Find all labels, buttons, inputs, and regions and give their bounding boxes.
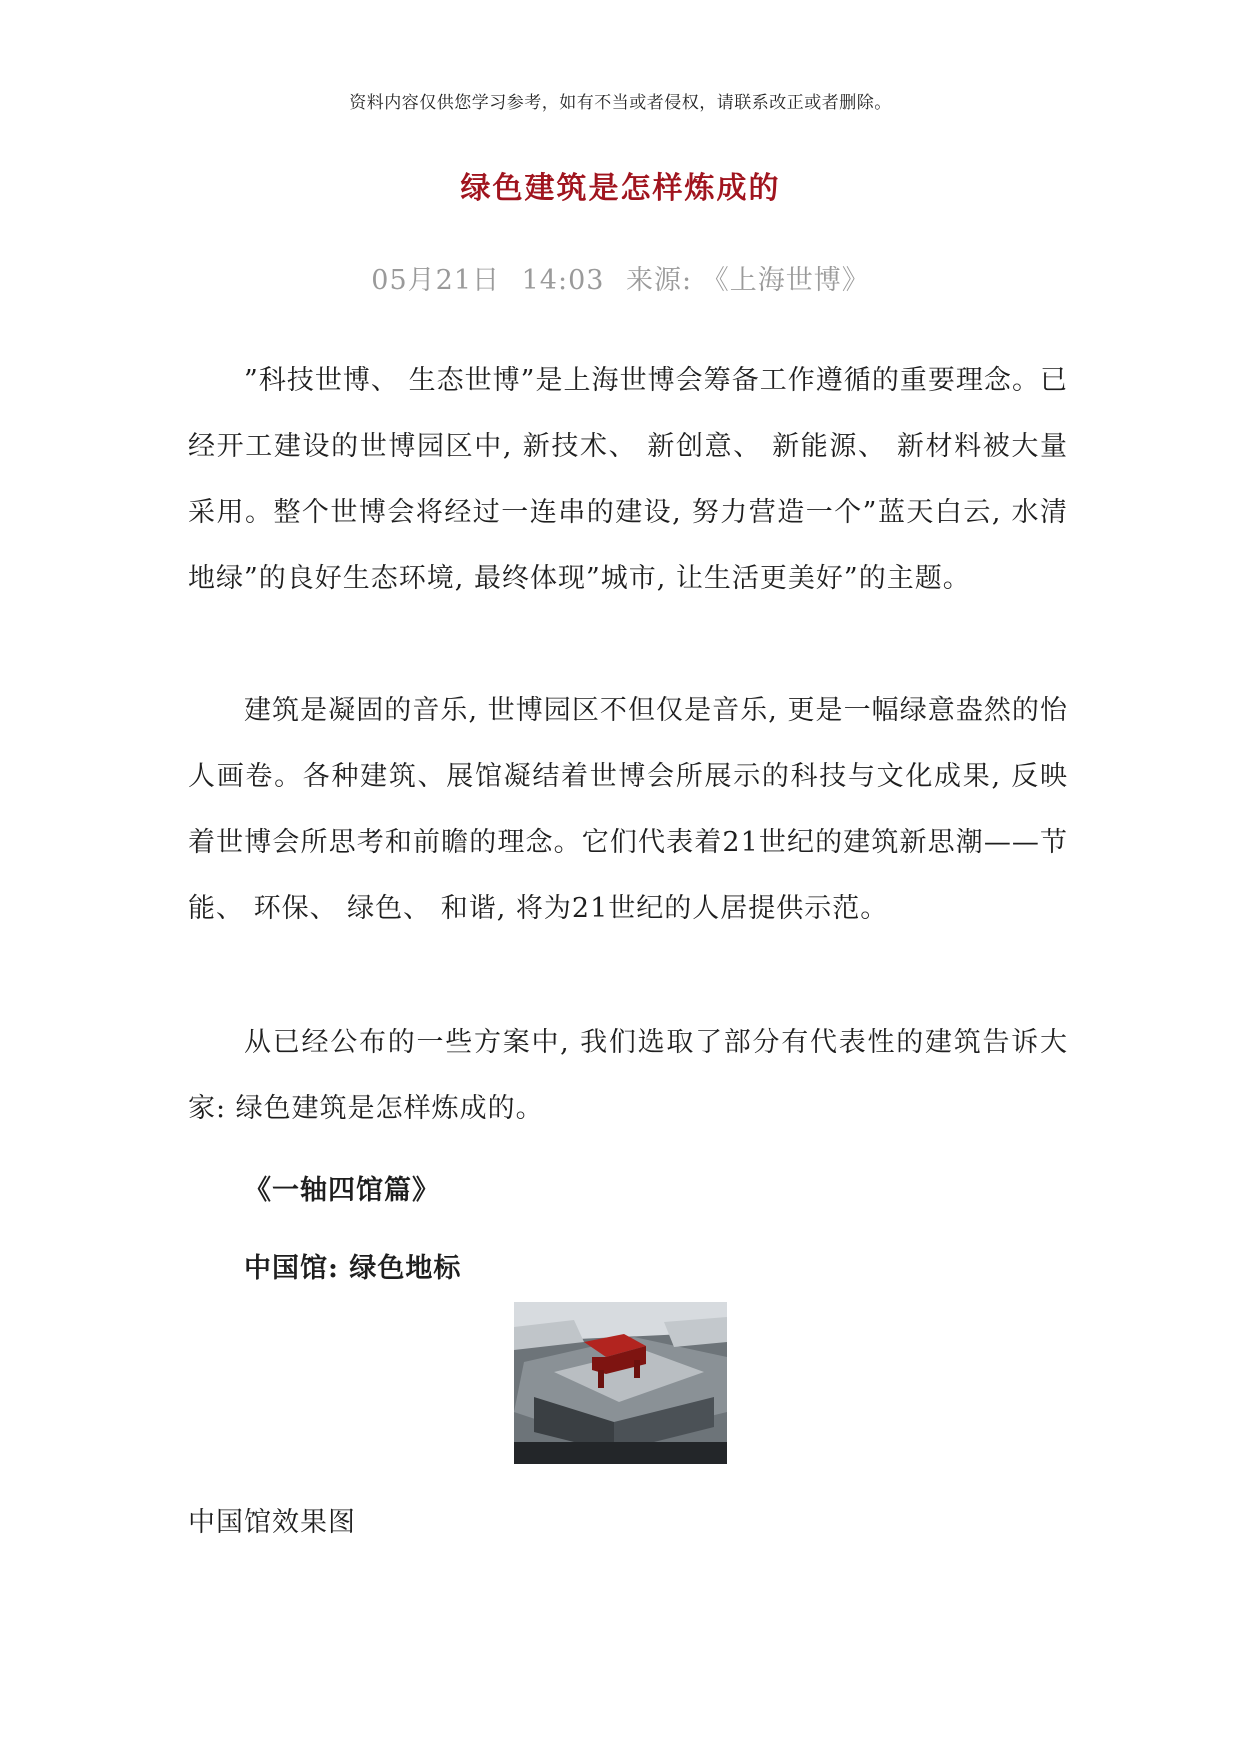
china-pavilion-heading: 中国馆: 绿色地标 [244,1253,462,1284]
header-disclaimer: 资料内容仅供您学习参考，如有不当或者侵权，请联系改正或者删除。 [349,93,892,113]
article-time: 14:03 [521,265,605,296]
paragraph-text: 建筑是凝固的音乐, 世博园区不但仅是音乐, 更是一幅绿意盎然的怡人画卷。各种建筑、展馆凝结着世博会所展示的科技与文化成果, 反映着世博会所思考和前瞻的理念。它们代表着21世纪的建筑新思潮——节能、 环保、 绿色、 和谐, 将为21世纪的人居提供示范。 [188,695,1068,924]
china-pavilion-image [514,1302,727,1464]
paragraph-1 [188,348,1068,612]
part-heading: 《一轴四馆篇》 [244,1175,440,1206]
paragraph-3 [188,1010,1068,1142]
article-meta [0,258,1241,297]
article-title: 绿色建筑是怎样炼成的 [460,171,781,206]
paragraph-text: 从已经公布的一些方案中, 我们选取了部分有代表性的建筑告诉大家: 绿色建筑是怎样炼成的。 [188,1027,1068,1124]
paragraph-2 [188,678,1068,942]
paragraph-text: ”科技世博、 生态世博”是上海世博会筹备工作遵循的重要理念。已经开工建设的世博园区中, 新技术、 新创意、 新能源、 新材料被大量采用。整个世博会将经过一连串的建设, 努力营造一个”蓝天白云, 水清地绿”的良好生态环境, 最终体现”城市, 让生活更美好”的主题。 [188,365,1068,594]
article-source: 来源: 《上海世博》 [626,265,870,296]
article-date: 05月21日 [371,265,501,296]
figure-caption: 中国馆效果图 [188,1507,356,1538]
